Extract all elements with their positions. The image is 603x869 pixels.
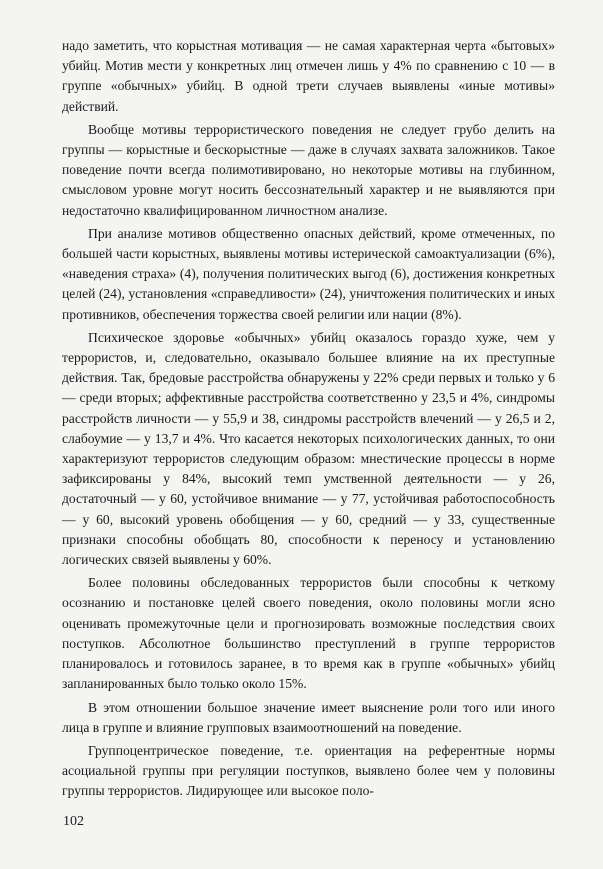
paragraph-1: надо заметить, что корыстная мотивация — не самая характерная черта «бытовых» убийц. Мотив мести у конкретных лиц отмечен лишь у 4% по сравнению с 10 — в группе «обычных» убийц. В одной трети случаев выявлены «иные мотивы» действий. [62,38,555,114]
paragraph-4: Психическое здоровье «обычных» убийц оказалось гораздо хуже, чем у террористов, и, следовательно, оказывало большее влияние на их преступные действия. Так, бредовые расстройства обнаружены у 22% среди первых и только у 6 — среди вторых; аффективные расстройства соответственно у 23,5 и 4%, синдромы расстройств личности — у 55,9 и 38, синдромы расстройств влечений — у 26,5 и 2, слабоумие — у 13,7 и 4%. Что касается некоторых психологических данных, то они характеризуют террористов следующим образом: мнестические процессы в норме зафиксированы у 84%, высокий темп умственной деятельности — у 26, достаточный — у 60, устойчивое внимание — у 77, устойчивая работоспособность — у 60, высокий уровень обобщения — у 60, средний — у 33, существенные признаки способны обобщать 80, способности к переносу и установлению логических связей выявлены у 60%. [62,329,555,568]
paragraph-7: Группоцентрическое поведение, т.е. ориентация на референтные нормы асоциальной группы при регуляции поступков, выявлено более чем у половины группы террористов. Лидирующее или высокое поло- [62,742,555,799]
paragraph-6: В этом отношении большое значение имеет выяснение роли того или иного лица в группе и влияние групповых взаимоотношений на поведение. [62,699,555,735]
paragraph-2: Вообще мотивы террористического поведения не следует грубо делить на группы — корыстные и бескорыстные — даже в случаях захвата заложников. Такое поведение почти всегда полимотивировано, но некоторые мотивы на глубинном, смысловом уровне могут носить бессознательный характер и не выявляются при недостаточно квалифицированном личностном анализе. [62,121,555,218]
paragraph-3: При анализе мотивов общественно опасных действий, кроме отмеченных, по большей части корыстных, выявлены мотивы истерической самоактуализации (6%), «наведения страха» (4), получения политических выгод (6), достижения конкретных целей (24), установления «справедливости» (24), уничтожения политических и иных противников, обеспечения торжества своей религии или нации (8%). [62,225,555,322]
paragraph-5: Более половины обследованных террористов были способны к четкому осознанию и постановке целей своего поведения, около половины могли ясно оценивать промежуточные цели и прогнозировать возможные последствия своих поступков. Абсолютное большинство преступлений в группе террористов планировалось и готовилось заранее, в то время как в группе «обычных» убийц запланированных было только около 15%. [62,575,555,692]
page-number: 102 [63,814,84,829]
